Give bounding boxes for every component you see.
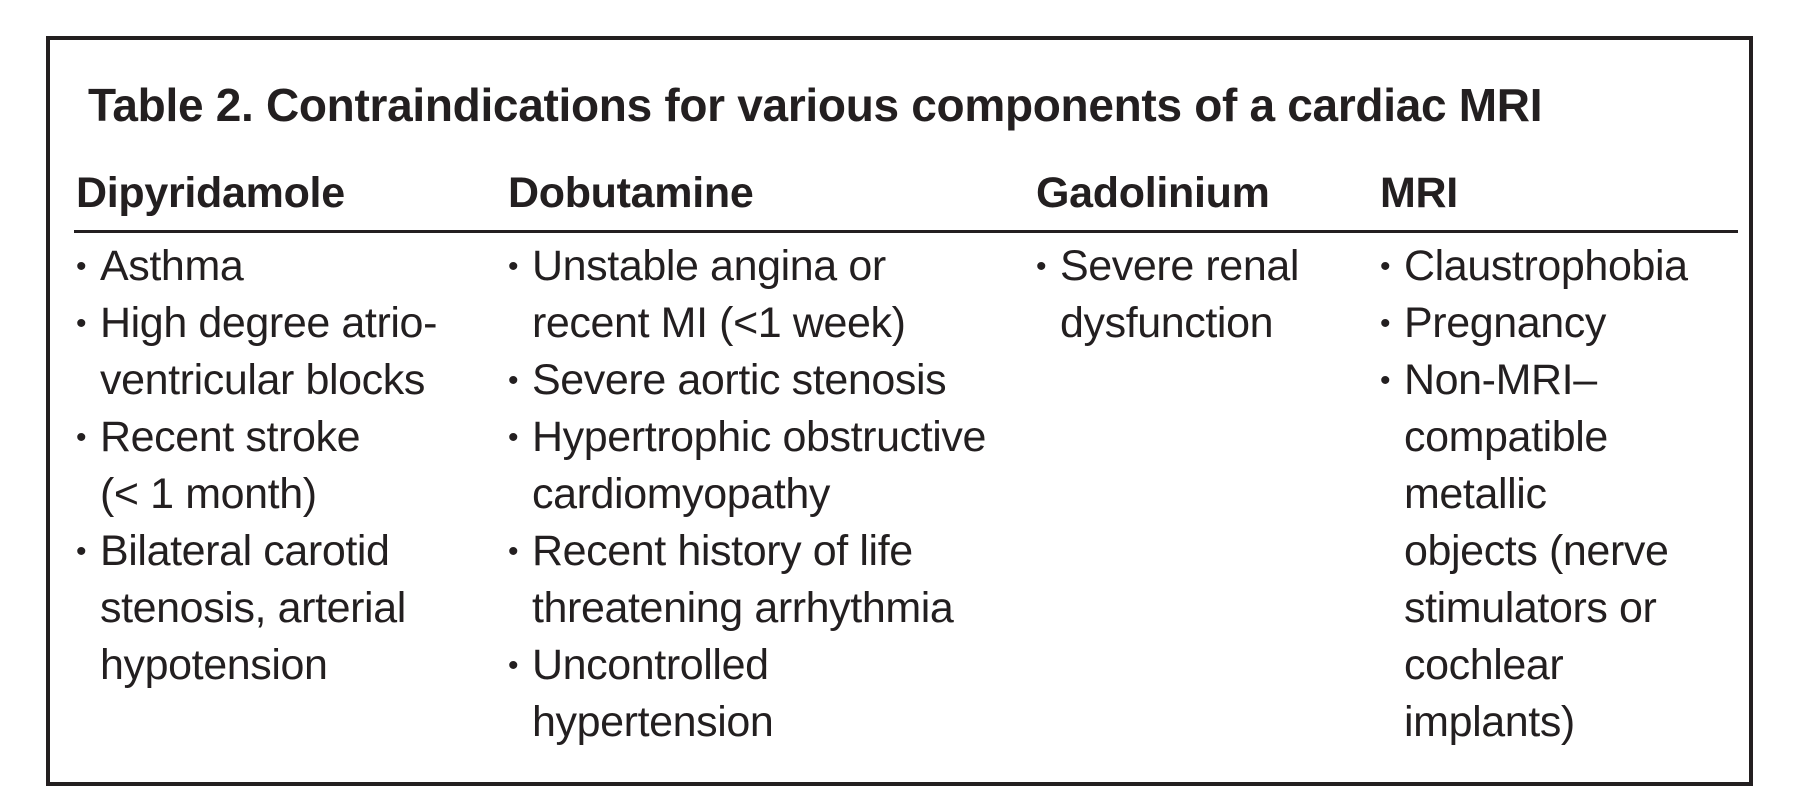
dipyridamole-list <box>76 238 437 694</box>
list-item: • Uncontrolled hypertension <box>508 637 986 751</box>
list-item: • Bilateral carotid stenosis, arterial hypotension <box>76 523 437 694</box>
dobutamine-list <box>508 238 986 751</box>
list-item: • High degree atrio- ventricular blocks <box>76 295 437 409</box>
list-item: • Claustrophobia <box>1380 238 1688 295</box>
gadolinium-list <box>1036 238 1299 352</box>
list-item: • Hypertrophic obstructive cardiomyopathy <box>508 409 986 523</box>
contraindications-table <box>46 36 1753 786</box>
list-item: • Severe renal dysfunction <box>1036 238 1299 352</box>
header-divider <box>74 230 1738 233</box>
table-header-row <box>50 169 1749 222</box>
table-title: Table 2. Contraindications for various components of a cardiac MRI <box>88 79 1543 131</box>
list-item: • Unstable angina or recent MI (<1 week) <box>508 238 986 352</box>
list-item: • Non-MRI– compatible metallic objects (nerve stimulators or cochlear implants) <box>1380 352 1688 751</box>
list-item: • Pregnancy <box>1380 295 1688 352</box>
column-header-dipyridamole: Dipyridamole <box>76 169 345 217</box>
mri-list <box>1380 238 1688 751</box>
list-item: • Severe aortic stenosis <box>508 352 986 409</box>
list-item: • Recent history of life threatening arrhythmia <box>508 523 986 637</box>
column-header-dobutamine: Dobutamine <box>508 169 754 217</box>
list-item: • Asthma <box>76 238 437 295</box>
list-item: • Recent stroke (< 1 month) <box>76 409 437 523</box>
column-header-mri: MRI <box>1380 169 1458 217</box>
column-header-gadolinium: Gadolinium <box>1036 169 1270 217</box>
